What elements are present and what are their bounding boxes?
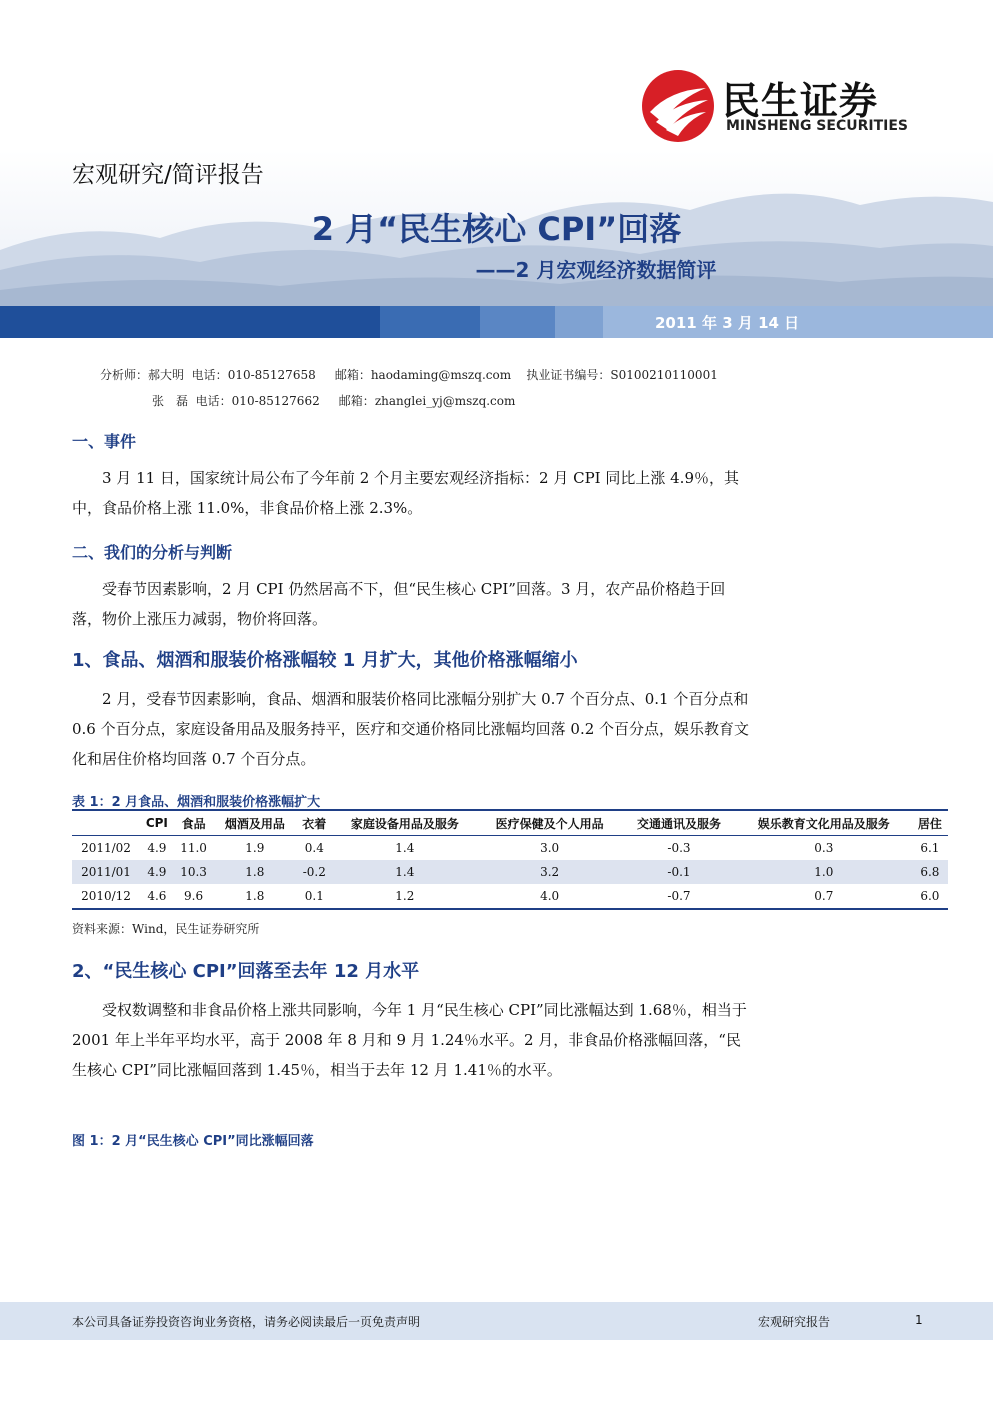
analyst-name: 郝大明	[148, 368, 185, 382]
logo-english-name: MINSHENG SECURITIES	[726, 118, 908, 134]
analyst-email[interactable]: zhanglei_yj@mszq.com	[374, 394, 516, 408]
table-cell: 6.8	[920, 865, 940, 879]
phone-label: 电话：	[195, 394, 232, 408]
table-cell: 9.6	[184, 889, 204, 903]
footer-report-type: 宏观研究报告	[758, 1315, 831, 1329]
analyst-row-1	[100, 366, 718, 383]
table-cell: -0.7	[667, 889, 691, 903]
email-label: 邮箱：	[338, 394, 375, 408]
table-row	[72, 836, 948, 861]
analyst-name: 张 磊	[152, 394, 189, 408]
subsection-2-text: 受权数调整和非食品价格上涨共同影响，今年 1 月“民生核心 CPI”同比涨幅达到 1.68％，相当于 2001 年上半年平均水平，高于 2008 年 8 月和 9 月 1.24％水平。2 月，非食品价格涨幅回落，“民生核心 CPI”同比涨幅回落到 1.45％，相当于去年 12 月 1.41％的水平。	[72, 1001, 747, 1079]
table-cell: 3.2	[540, 865, 560, 879]
table-cell: 2011/02	[81, 841, 131, 855]
table-cell: 11.0	[180, 841, 207, 855]
table-header-cell: 医疗保健及个人用品	[495, 816, 604, 831]
analyst-role: 分析师：	[100, 368, 149, 382]
report-date: 2011 年 3 月 14 日	[655, 314, 800, 332]
subsection-1-text: 2 月，受春节因素影响，食品、烟酒和服装价格同比涨幅分别扩大 0.7 个百分点、0.1 个百分点和 0.6 个百分点，家庭设备用品及服务持平，医疗和交通价格同比涨幅均回落 0.2 个百分点，娱乐教育文化和居住价格均回落 0.7 个百分点。	[72, 690, 750, 768]
subsection-heading-2: 2、“民生核心 CPI”回落至去年 12 月水平	[72, 961, 420, 982]
table-header-cell: CPI	[145, 816, 168, 830]
table-cell: 0.1	[304, 889, 324, 903]
table-cell: 3.0	[540, 841, 560, 855]
table-cell: 4.6	[147, 889, 167, 903]
page-number: 1	[915, 1313, 923, 1327]
logo-chinese-name: 民生证券	[722, 79, 879, 123]
table-caption: 表 1：2 月食品、烟酒和服装价格涨幅扩大	[72, 795, 321, 810]
table-cell: 6.0	[920, 889, 940, 903]
analyst-email[interactable]: haodaming@mszq.com	[370, 368, 512, 382]
cert-label: 执业证书编号：	[526, 368, 611, 382]
table-header-cell: 家庭设备用品及服务	[350, 816, 459, 831]
table-header-row	[72, 810, 948, 836]
table-cell: 2011/01	[81, 865, 131, 879]
table-cell: 4.9	[147, 841, 167, 855]
email-label: 邮箱：	[334, 368, 371, 382]
cpi-component-table	[72, 809, 948, 910]
report-category: 宏观研究/简评报告	[72, 162, 264, 188]
table-source-note: 资料来源：Wind，民生证券研究所	[72, 922, 260, 936]
section-heading-analysis: 二、我们的分析与判断	[72, 543, 233, 562]
table-header-cell: 食品	[181, 816, 206, 831]
table-cell: 2010/12	[81, 889, 131, 903]
minsheng-logo-icon	[640, 68, 716, 144]
analyst-phone: 010-85127658	[227, 368, 316, 382]
section-heading-event: 一、事件	[72, 432, 137, 451]
phone-label: 电话：	[191, 368, 228, 382]
subsection-heading-1: 1、食品、烟酒和服装价格涨幅较 1 月扩大，其他价格涨幅缩小	[72, 650, 578, 671]
table-cell: 6.1	[920, 841, 940, 855]
table-cell: 1.8	[245, 889, 265, 903]
table-header-cell	[72, 810, 140, 836]
header-blue-bar	[0, 306, 993, 338]
table-header-cell: 衣着	[302, 816, 327, 831]
table-row	[72, 884, 948, 909]
table-cell: 4.9	[147, 865, 167, 879]
table-header-cell: 烟酒及用品	[224, 816, 285, 831]
table-row	[72, 860, 948, 884]
section-analysis-text: 受春节因素影响，2 月 CPI 仍然居高不下，但“民生核心 CPI”回落。3 月，农产品价格趋于回落，物价上涨压力减弱，物价将回落。	[72, 580, 726, 628]
table-cell: 1.8	[245, 865, 265, 879]
table-cell: 0.4	[304, 841, 324, 855]
table-cell: -0.1	[667, 865, 691, 879]
table-cell: 1.2	[395, 889, 415, 903]
table-cell: -0.2	[302, 865, 326, 879]
analyst-cert: S0100210110001	[610, 368, 718, 382]
table-cell: 0.7	[814, 889, 834, 903]
table-header-cell: 居住	[917, 816, 942, 831]
table-header-cell: 交通通讯及服务	[636, 816, 721, 831]
table-cell: 10.3	[180, 865, 207, 879]
analyst-row-2	[152, 392, 515, 409]
table-cell: 1.9	[245, 841, 265, 855]
table-cell: 1.0	[814, 865, 834, 879]
table-cell: -0.3	[667, 841, 691, 855]
analyst-phone: 010-85127662	[231, 394, 320, 408]
table-cell: 4.0	[540, 889, 560, 903]
table-cell: 1.4	[395, 841, 415, 855]
table-cell: 0.3	[814, 841, 834, 855]
report-subtitle: ——2 月宏观经济数据简评	[475, 258, 717, 282]
table-cell: 1.4	[395, 865, 415, 879]
table-header-cell: 娱乐教育文化用品及服务	[757, 816, 890, 831]
section-event-text: 3 月 11 日，国家统计局公布了今年前 2 个月主要宏观经济指标：2 月 CPI 同比上涨 4.9％，其中，食品价格上涨 11.0%，非食品价格上涨 2.3%。	[72, 469, 739, 517]
footer-disclaimer: 本公司具备证券投资咨询业务资格，请务必阅读最后一页免责声明	[72, 1315, 421, 1329]
figure-caption: 图 1：2 月“民生核心 CPI”同比涨幅回落	[72, 1134, 314, 1149]
report-title: 2 月“民生核心 CPI”回落	[311, 210, 682, 248]
